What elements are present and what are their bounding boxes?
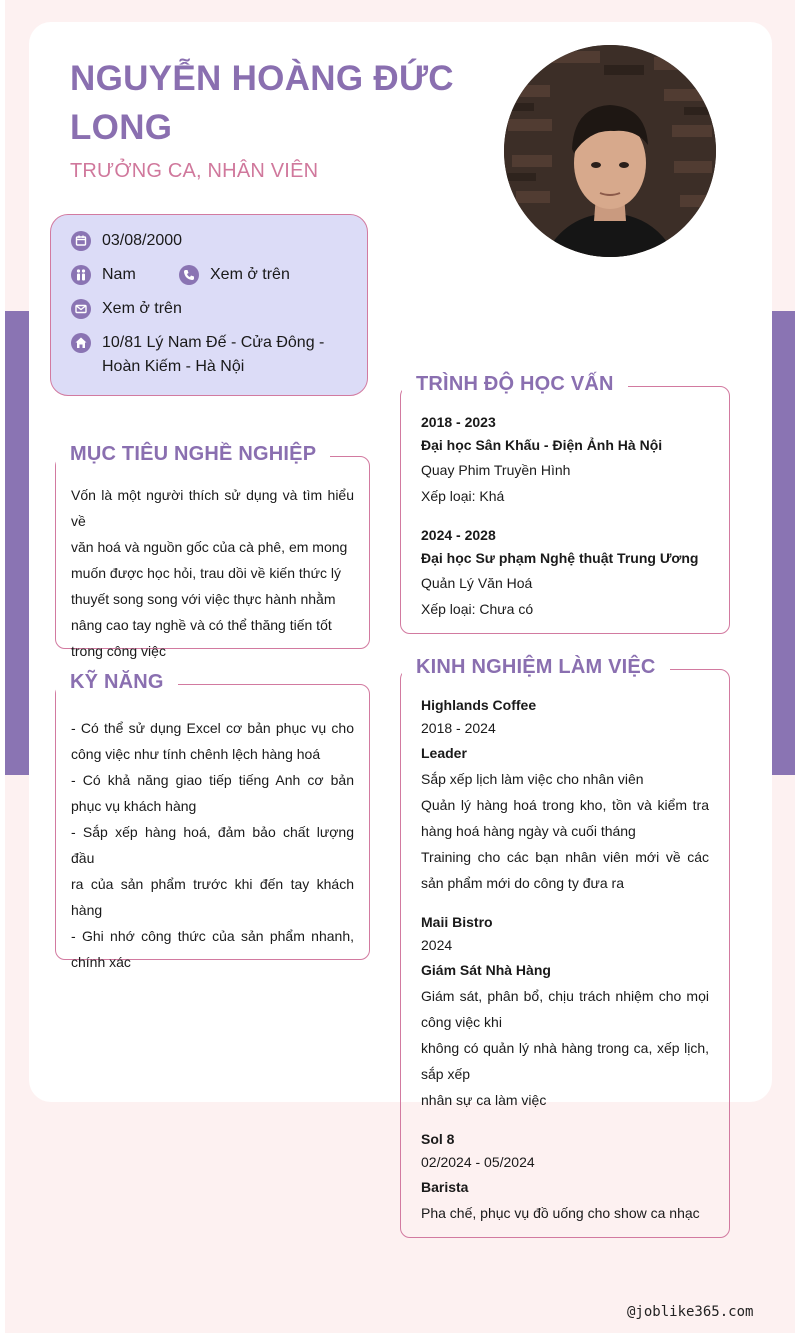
address-line-2: Hoàn Kiếm - Hà Nội bbox=[102, 358, 245, 375]
education-major: Quản Lý Văn Hoá bbox=[421, 575, 533, 591]
experience-desc: công việc khi bbox=[421, 1014, 502, 1030]
birthday-value: 03/08/2000 bbox=[102, 232, 183, 249]
experience-desc: hàng hoá hàng ngày và cuối tháng bbox=[421, 823, 636, 839]
experience-period: 02/2024 - 05/2024 bbox=[421, 1154, 535, 1170]
experience-desc: Pha chế, phục vụ đồ uống cho show ca nhạc bbox=[421, 1205, 700, 1221]
skills-line: công việc như tính chênh lệch hàng hoá bbox=[71, 746, 321, 762]
skills-line: phục vụ khách hàng bbox=[71, 798, 197, 814]
objective-line: trong công việc bbox=[71, 643, 166, 659]
name-line-2: LONG bbox=[70, 108, 173, 147]
job-title: TRƯỞNG CA, NHÂN VIÊN bbox=[70, 160, 319, 182]
gender-value: Nam bbox=[102, 266, 136, 283]
phone-value: Xem ở trên bbox=[210, 266, 290, 283]
objective-line: văn hoá và nguồn gốc của cà phê, em mong bbox=[71, 539, 348, 555]
skills-line: ra của sản phẩm trước khi đến tay khách bbox=[71, 876, 354, 892]
address-line-1: 10/81 Lý Nam Đế - Cửa Đông - bbox=[102, 334, 325, 351]
education-years: 2024 - 2028 bbox=[421, 527, 496, 543]
education-grade: Xếp loại: Chưa có bbox=[421, 601, 534, 617]
experience-desc: nhân sự ca làm việc bbox=[421, 1092, 547, 1108]
experience-desc: sắp xếp bbox=[421, 1066, 471, 1082]
experience-company: Sol 8 bbox=[421, 1131, 455, 1147]
education-title: TRÌNH ĐỘ HỌC VẤN bbox=[402, 373, 628, 396]
home-icon bbox=[71, 333, 91, 353]
education-school: Đại học Sân Khấu - Điện Ảnh Hà Nội bbox=[421, 437, 663, 453]
education-years: 2018 - 2023 bbox=[421, 414, 496, 430]
experience-period: 2024 bbox=[421, 937, 453, 953]
phone-row bbox=[179, 263, 290, 287]
education-school: Đại học Sư phạm Nghệ thuật Trung Ương bbox=[421, 550, 699, 566]
objective-line: nâng cao tay nghề và có thể thăng tiến tốt bbox=[71, 617, 332, 633]
experience-company: Maii Bistro bbox=[421, 914, 493, 930]
skills-line: - Có thể sử dụng Excel cơ bản phục vụ cho bbox=[71, 720, 354, 736]
objective-line: thuyết song song với việc thực hành nhằm bbox=[71, 591, 336, 607]
gender-row bbox=[71, 263, 136, 287]
experience-item-3 bbox=[421, 1128, 709, 1226]
email-icon bbox=[71, 299, 91, 319]
skills-line: chính xác bbox=[71, 954, 131, 970]
email-value: Xem ở trên bbox=[102, 300, 182, 317]
education-item-2 bbox=[421, 524, 698, 622]
experience-desc: Sắp xếp lịch làm việc cho nhân viên bbox=[421, 771, 644, 787]
experience-desc: Quản lý hàng hoá trong kho, tồn và kiểm tra bbox=[421, 797, 709, 813]
objective-line: muốn được học hỏi, trau dồi về kiến thức lý bbox=[71, 565, 341, 581]
objective-line: Vốn là một người thích sử dụng và tìm hiểu về bbox=[71, 487, 354, 529]
experience-desc: Giám sát, phân bổ, chịu trách nhiệm cho mọi bbox=[421, 988, 709, 1004]
experience-item-2 bbox=[421, 911, 709, 1113]
experience-company: Highlands Coffee bbox=[421, 697, 537, 713]
experience-desc: sản phẩm mới do công ty đưa ra bbox=[421, 875, 624, 891]
experience-item-1 bbox=[421, 694, 709, 896]
education-item-1 bbox=[421, 411, 662, 509]
email-row bbox=[71, 297, 182, 321]
skills-line: - Sắp xếp hàng hoá, đảm bảo chất lượng đầu bbox=[71, 824, 354, 866]
skills-line: hàng bbox=[71, 902, 103, 918]
side-band-left bbox=[5, 311, 29, 775]
experience-period: 2018 - 2024 bbox=[421, 720, 496, 736]
objective-title: MỤC TIÊU NGHỀ NGHIỆP bbox=[56, 443, 330, 466]
profile-photo bbox=[504, 45, 716, 257]
candidate-name bbox=[70, 54, 470, 152]
experience-role: Leader bbox=[421, 745, 467, 761]
experience-desc: không có quản lý nhà hàng trong ca, xếp lịch, bbox=[421, 1040, 709, 1056]
experience-title: KINH NGHIỆM LÀM VIỆC bbox=[402, 656, 670, 679]
experience-role: Barista bbox=[421, 1179, 469, 1195]
calendar-icon bbox=[71, 231, 91, 251]
phone-icon bbox=[179, 265, 199, 285]
experience-desc: Training cho các bạn nhân viên mới về các bbox=[421, 849, 709, 865]
education-major: Quay Phim Truyền Hình bbox=[421, 462, 571, 478]
education-grade: Xếp loại: Khá bbox=[421, 488, 505, 504]
address-value bbox=[102, 331, 324, 379]
side-band-right bbox=[772, 311, 795, 775]
name-line-1: NGUYỄN HOÀNG ĐỨC bbox=[70, 59, 454, 98]
gender-icon bbox=[71, 265, 91, 285]
watermark: @joblike365.com bbox=[627, 1304, 754, 1320]
experience-role: Giám Sát Nhà Hàng bbox=[421, 962, 551, 978]
skills-line: - Có khả năng giao tiếp tiếng Anh cơ bản bbox=[71, 772, 354, 788]
birthday-row bbox=[71, 229, 182, 253]
objective-text bbox=[71, 482, 354, 664]
skills-text bbox=[71, 715, 354, 975]
skills-line: - Ghi nhớ công thức của sản phẩm nhanh, bbox=[71, 928, 354, 944]
address-row bbox=[71, 331, 324, 379]
skills-title: KỸ NĂNG bbox=[56, 671, 178, 694]
